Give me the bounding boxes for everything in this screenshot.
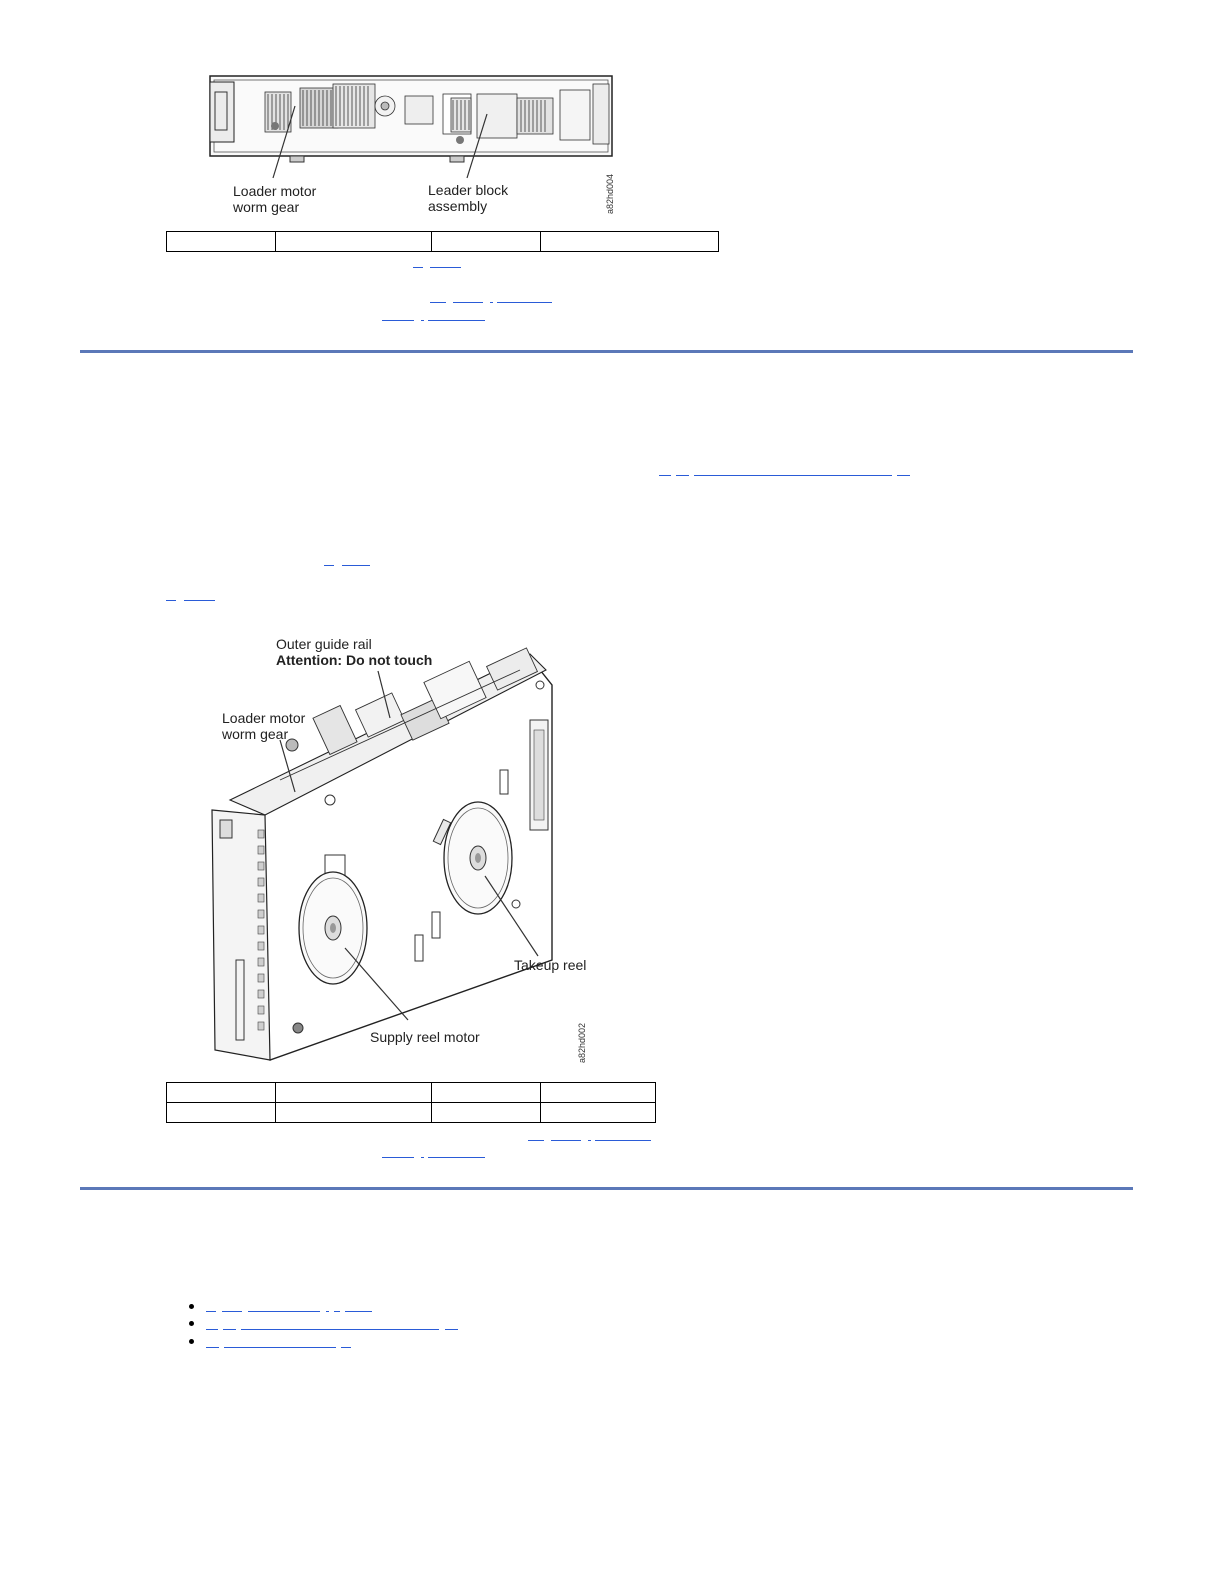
- list-item-link[interactable]: [224, 1347, 336, 1348]
- section-divider: [80, 1187, 1133, 1190]
- link[interactable]: [430, 302, 446, 303]
- table-row: [167, 1103, 656, 1123]
- link[interactable]: [528, 1140, 544, 1141]
- link[interactable]: [551, 1140, 581, 1141]
- link[interactable]: [382, 1157, 414, 1158]
- link[interactable]: [588, 1140, 591, 1141]
- reference-table: [166, 1082, 656, 1123]
- list-item-link[interactable]: [248, 1311, 320, 1312]
- label-leader-block: Leader block assembly: [428, 182, 509, 214]
- reference-table: [166, 231, 719, 252]
- list-item-link[interactable]: [222, 1311, 242, 1312]
- list-bullet: [189, 1321, 194, 1326]
- list-item-link[interactable]: [445, 1329, 458, 1330]
- table-row: [167, 232, 719, 252]
- label-attention: Attention: Do not touch: [276, 652, 433, 668]
- link[interactable]: [184, 600, 215, 601]
- link[interactable]: [897, 475, 910, 476]
- list-bullet: [189, 1304, 194, 1309]
- link[interactable]: [430, 267, 461, 268]
- link[interactable]: [413, 267, 423, 268]
- link[interactable]: [497, 302, 552, 303]
- link[interactable]: [421, 320, 424, 321]
- list-item-link[interactable]: [241, 1329, 439, 1330]
- link[interactable]: [428, 1157, 485, 1158]
- drive-isometric-illustration: [200, 630, 600, 1070]
- label-outer-guide-rail: Outer guide rail: [276, 636, 372, 652]
- figure-id: a82hd004: [605, 173, 615, 214]
- list-item-link[interactable]: [223, 1329, 236, 1330]
- link[interactable]: [595, 1140, 651, 1141]
- link[interactable]: [453, 302, 483, 303]
- figure-id: a82hd002: [577, 1022, 587, 1063]
- link[interactable]: [166, 600, 176, 601]
- label-supply-reel-motor: Supply reel motor: [370, 1029, 480, 1045]
- link[interactable]: [342, 565, 370, 566]
- list-item-link[interactable]: [341, 1347, 351, 1348]
- list-item-link[interactable]: [206, 1329, 218, 1330]
- link[interactable]: [324, 565, 334, 566]
- list-bullet: [189, 1339, 194, 1344]
- link[interactable]: [694, 475, 892, 476]
- label-takeup-reel: Takeup reel: [514, 957, 587, 973]
- link[interactable]: [659, 475, 671, 476]
- link[interactable]: [382, 320, 414, 321]
- section-divider: [80, 350, 1133, 353]
- list-item-link[interactable]: [345, 1311, 372, 1312]
- list-item-link[interactable]: [206, 1311, 216, 1312]
- label-loader-motor-2: Loader motor worm gear: [222, 710, 306, 742]
- link[interactable]: [421, 1157, 424, 1158]
- list-item-link[interactable]: [334, 1311, 340, 1312]
- figure-isometric-view: [200, 630, 600, 1070]
- list-item-link[interactable]: [326, 1311, 329, 1312]
- link[interactable]: [428, 320, 485, 321]
- link[interactable]: [676, 475, 689, 476]
- list-item-link[interactable]: [206, 1347, 219, 1348]
- label-loader-motor: Loader motor worm gear: [233, 183, 317, 215]
- link[interactable]: [490, 302, 493, 303]
- table-row: [167, 1083, 656, 1103]
